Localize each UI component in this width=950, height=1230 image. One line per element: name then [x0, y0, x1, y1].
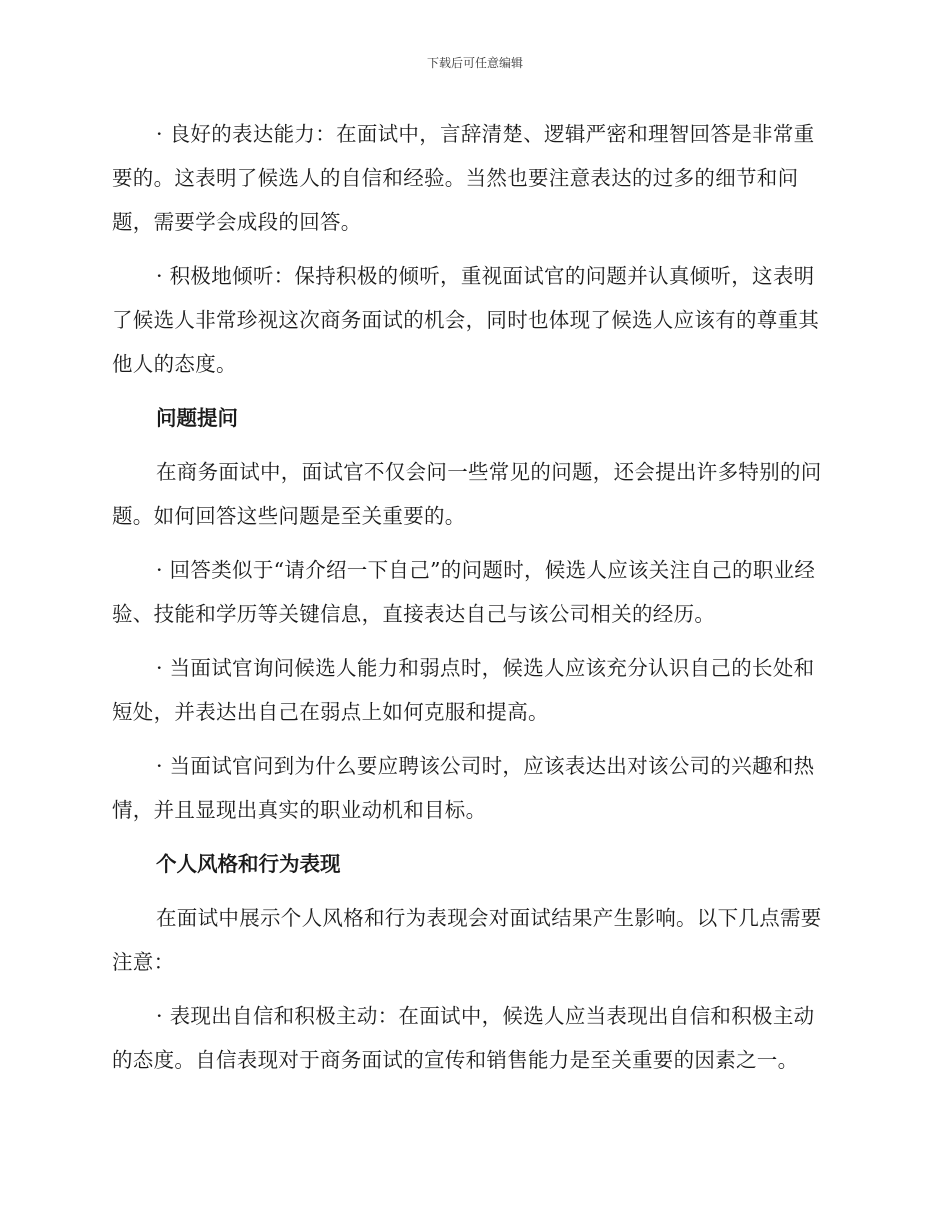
- page-header: 下载后可任意编辑: [426, 56, 523, 70]
- document-body: [112, 112, 832, 1092]
- paragraph-strengths: · 当面试官询问候选人能力和弱点时，候选人应该充分认识自己的长处和短处，并表达出自己在弱点上如何克服和提高。: [112, 656, 815, 724]
- paragraph-self-intro: · 回答类似于“请介绍一下自己”的问题时，候选人应该关注自己的职业经验、技能和学历等关键信息，直接表达自己与该公司相关的经历。: [112, 558, 816, 626]
- section-heading-questions: 问题提问: [156, 406, 238, 430]
- paragraph-expression: · 良好的表达能力：在面试中，言辞清楚、逻辑严密和理智回答是非常重要的。这表明了候选人的自信和经验。当然也要注意表达的过多的细节和问题，需要学会成段的回答。: [112, 122, 815, 234]
- section-heading-style: 个人风格和行为表现: [156, 852, 341, 876]
- paragraph-style-intro: 在面试中展示个人风格和行为表现会对面试结果产生影响。以下几点需要注意：: [112, 906, 822, 974]
- paragraph-questions-intro: 在商务面试中，面试官不仅会问一些常见的问题，还会提出许多特别的问题。如何回答这些问题是至关重要的。: [112, 460, 822, 528]
- paragraph-listening: · 积极地倾听：保持积极的倾听，重视面试官的问题并认真倾听，这表明了候选人非常珍视这次商务面试的机会，同时也体现了候选人应该有的尊重其他人的态度。: [112, 264, 820, 376]
- paragraph-confidence: · 表现出自信和积极主动：在面试中，候选人应当表现出自信和积极主动的态度。自信表现对于商务面试的宣传和销售能力是至关重要的因素之一。: [112, 1004, 815, 1072]
- paragraph-why-company: · 当面试官问到为什么要应聘该公司时，应该表达出对该公司的兴趣和热情，并且显现出真实的职业动机和目标。: [112, 754, 815, 822]
